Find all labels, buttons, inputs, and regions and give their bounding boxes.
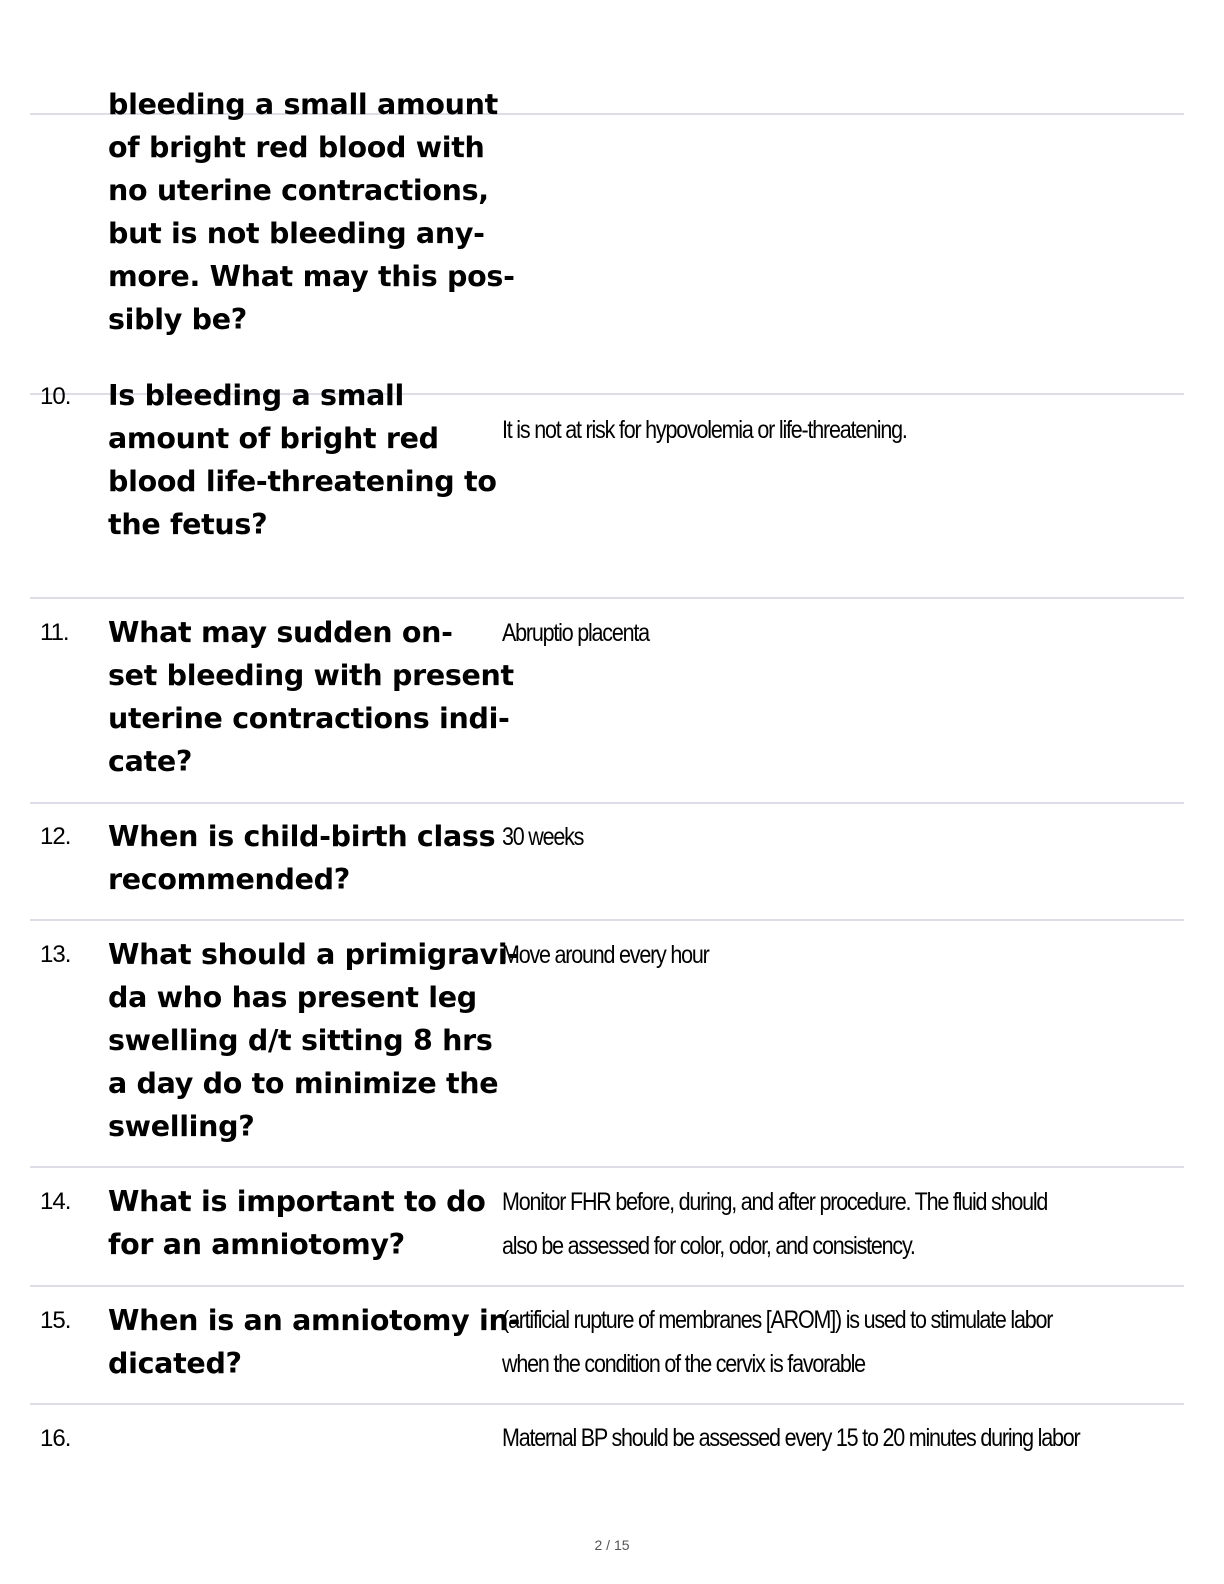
question-text xyxy=(108,611,514,783)
row-divider xyxy=(30,1166,1184,1168)
question-line: but is not bleeding any- xyxy=(108,217,485,250)
question-text xyxy=(108,374,500,546)
answer-text xyxy=(502,1180,1078,1268)
item-number: 12. xyxy=(40,823,71,850)
answer-line: when the condition of the cervix is favorable xyxy=(502,1350,865,1378)
row-divider xyxy=(30,597,1184,599)
answer-line: (artificial rupture of membranes [AROM]) is used to stimulate labor xyxy=(502,1306,1053,1334)
question-line: amount of bright red xyxy=(108,422,439,455)
question-line: for an amniotomy? xyxy=(108,1228,405,1261)
question-text xyxy=(108,1180,500,1266)
question-text xyxy=(108,83,515,341)
row-divider xyxy=(30,1285,1184,1287)
question-line: blood life-threatening to xyxy=(108,465,497,498)
item-number: 15. xyxy=(40,1307,71,1334)
question-line: set bleeding with present xyxy=(108,659,514,692)
answer-text xyxy=(502,611,1078,655)
answer-line: 30 weeks xyxy=(502,823,584,851)
item-number: 10. xyxy=(40,383,71,410)
question-line: of bright red blood with xyxy=(108,131,485,164)
answer-line: Maternal BP should be assessed every 15 to 20 minutes during labor xyxy=(502,1424,1080,1452)
answer-text xyxy=(502,933,1078,977)
answer-line: It is not at risk for hypovolemia or life-threatening. xyxy=(502,416,907,444)
question-line: swelling d/t sitting 8 hrs xyxy=(108,1024,493,1057)
question-line: swelling? xyxy=(108,1110,255,1143)
question-line: What should a primigravi- xyxy=(108,938,519,971)
question-line: more. What may this pos- xyxy=(108,260,515,293)
question-line: sibly be? xyxy=(108,303,247,336)
answer-text xyxy=(502,1416,1078,1460)
answer-text xyxy=(502,408,1078,452)
row-divider xyxy=(30,919,1184,921)
question-line: no uterine contractions, xyxy=(108,174,489,207)
question-line: What may sudden on- xyxy=(108,616,453,649)
question-text xyxy=(108,933,519,1148)
question-line: dicated? xyxy=(108,1347,242,1380)
item-number: 14. xyxy=(40,1188,71,1215)
question-line: uterine contractions indi- xyxy=(108,702,510,735)
answer-text xyxy=(502,1298,1078,1386)
question-line: da who has present leg xyxy=(108,981,477,1014)
answer-line: also be assessed for color, odor, and consistency. xyxy=(502,1232,915,1260)
question-text xyxy=(108,1299,521,1385)
question-line: When is an amniotomy in- xyxy=(108,1304,521,1337)
answer-line: Move around every hour xyxy=(502,941,709,969)
question-text xyxy=(108,815,500,901)
question-line: the fetus? xyxy=(108,508,268,541)
item-number: 16. xyxy=(40,1425,71,1452)
question-line: recommended? xyxy=(108,863,350,896)
question-line: cate? xyxy=(108,745,193,778)
question-line: a day do to minimize the xyxy=(108,1067,499,1100)
item-number: 11. xyxy=(40,619,69,646)
item-number: 13. xyxy=(40,941,71,968)
question-line: When is child-birth class xyxy=(108,820,496,853)
answer-line: Monitor FHR before, during, and after procedure. The fluid should xyxy=(502,1188,1048,1216)
question-line: bleeding a small amount xyxy=(108,88,498,121)
page-indicator: 2 / 15 xyxy=(594,1537,630,1553)
question-line: What is important to do xyxy=(108,1185,486,1218)
answer-text xyxy=(502,815,1078,859)
answer-line: Abruptio placenta xyxy=(502,619,649,647)
row-divider xyxy=(30,802,1184,804)
question-line: Is bleeding a small xyxy=(108,379,404,412)
row-divider xyxy=(30,1403,1184,1405)
